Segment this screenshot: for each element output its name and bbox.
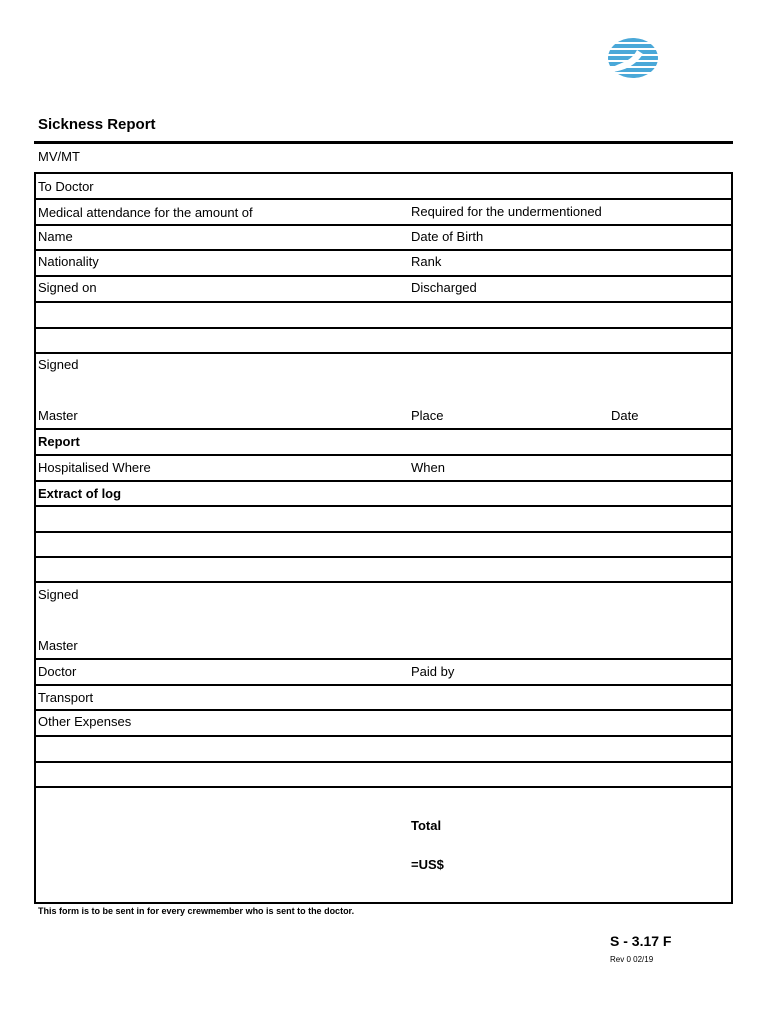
form-row-signature-2[interactable] [36, 583, 731, 660]
form-row-total[interactable] [36, 788, 731, 902]
place-label: Place [411, 408, 444, 423]
transport-label: Transport [38, 690, 94, 705]
required-for-label: Required for the undermentioned [411, 204, 602, 219]
form-row-doctor[interactable] [36, 660, 731, 686]
extract-of-log-label: Extract of log [38, 486, 122, 501]
date-label: Date [611, 408, 639, 423]
form-row-name[interactable] [36, 226, 731, 251]
nationality-label: Nationality [38, 254, 99, 269]
medical-attendance-label: Medical attendance for the amount of [38, 205, 253, 220]
signed-label: Signed [38, 357, 79, 372]
total-label: Total [411, 818, 442, 833]
revision-label: Rev 0 02/19 [610, 955, 654, 964]
discharged-label: Discharged [411, 280, 477, 295]
form-row-to-doctor[interactable] [36, 174, 731, 200]
signed-on-label: Signed on [38, 280, 97, 295]
signed-label: Signed [38, 587, 79, 602]
paid-by-label: Paid by [411, 664, 455, 679]
company-logo-icon [607, 36, 659, 80]
form-row-log-line-2[interactable] [36, 533, 731, 558]
form-row-medical-attendance[interactable] [36, 200, 731, 226]
other-expenses-label: Other Expenses [38, 714, 132, 729]
rank-label: Rank [411, 254, 442, 269]
page-title: Sickness Report [38, 116, 156, 133]
title-divider [34, 141, 733, 144]
report-label: Report [38, 434, 80, 449]
form-row-blank-1[interactable] [36, 303, 731, 329]
form-row-blank-3[interactable] [36, 737, 731, 763]
form-row-nationality[interactable] [36, 251, 731, 277]
form-row-blank-2[interactable] [36, 329, 731, 354]
form-row-transport[interactable] [36, 686, 731, 711]
form-code: S - 3.17 F [610, 933, 672, 949]
form-row-log-line-1[interactable] [36, 507, 731, 533]
form-row-other-expenses[interactable] [36, 711, 731, 737]
hospitalised-where-label: Hospitalised Where [38, 460, 151, 475]
currency-label: =US$ [411, 857, 444, 872]
master-label: Master [38, 638, 78, 653]
form-footnote: This form is to be sent in for every crewmember who is sent to the doctor. [38, 906, 355, 916]
date-of-birth-label: Date of Birth [411, 229, 484, 244]
form-row-signed-on[interactable] [36, 277, 731, 303]
form-row-report[interactable] [36, 430, 731, 456]
vessel-label: MV/MT [38, 149, 80, 164]
form-row-hospitalised[interactable] [36, 456, 731, 482]
doctor-label: Doctor [38, 664, 77, 679]
form-row-blank-4[interactable] [36, 763, 731, 788]
to-doctor-label: To Doctor [38, 179, 94, 194]
when-label: When [411, 460, 445, 475]
master-label: Master [38, 408, 78, 423]
form-row-extract-of-log[interactable] [36, 482, 731, 507]
form-row-log-line-3[interactable] [36, 558, 731, 583]
sickness-report-form [34, 172, 733, 904]
name-label: Name [38, 229, 73, 244]
form-row-signature-1[interactable] [36, 354, 731, 430]
